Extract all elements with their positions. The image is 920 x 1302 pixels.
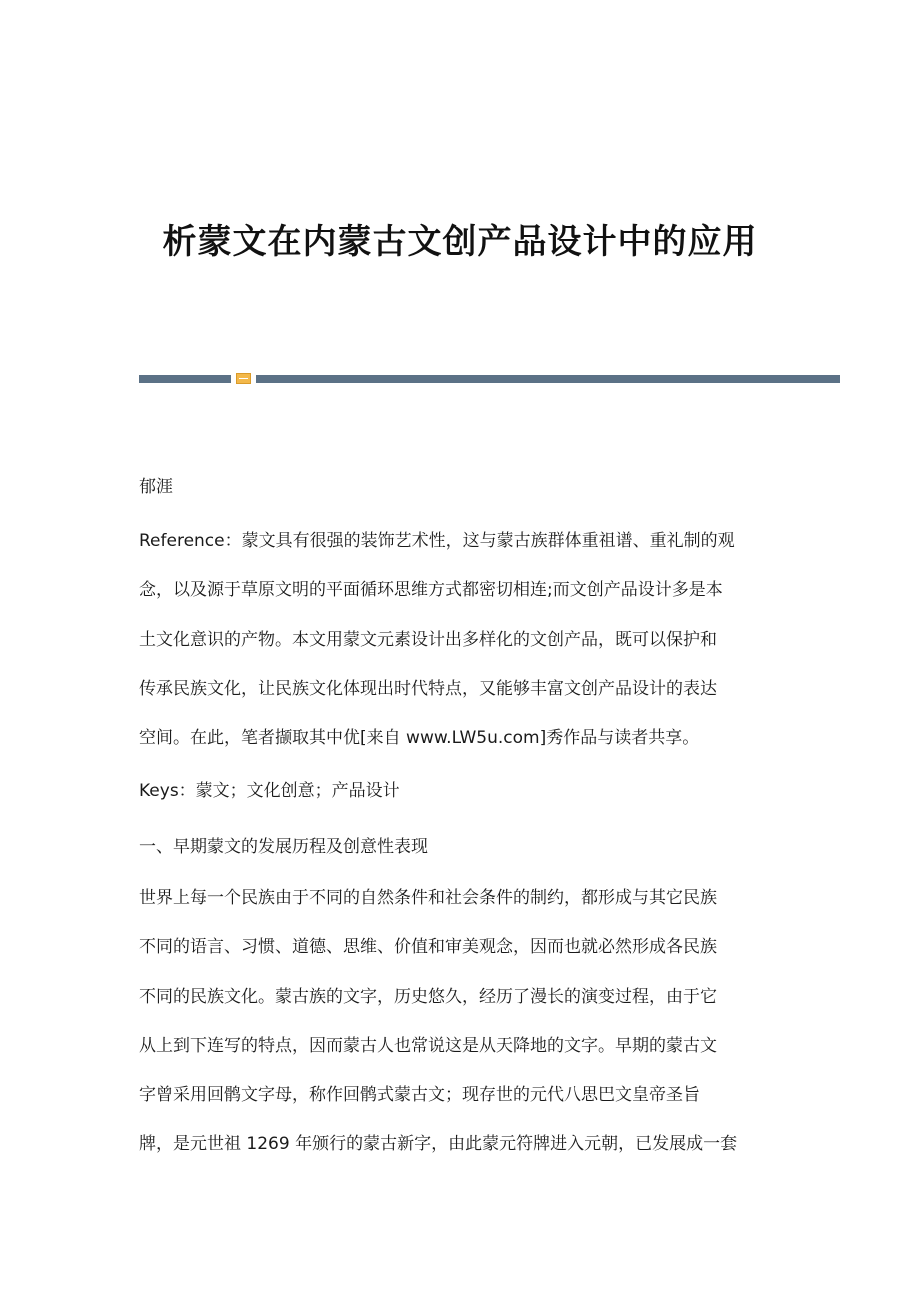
body-paragraph xyxy=(139,886,789,1182)
body-line: 不同的语言、习惯、道德、思维、价值和审美观念，因而也就必然形成各民族 xyxy=(139,937,717,958)
abstract-line: 土文化意识的产物。本文用蒙文元素设计出多样化的文创产品，既可以保护和 xyxy=(139,629,717,650)
abstract-line: 传承民族文化，让民族文化体现出时代特点，又能够丰富文创产品设计的表达 xyxy=(139,678,717,699)
body-line: 从上到下连写的特点，因而蒙古人也常说这是从天降地的文字。早期的蒙古文 xyxy=(139,1035,717,1056)
abstract-line: 空间。在此，笔者撷取其中优[来自 www.LW5u.com]秀作品与读者共享。 xyxy=(139,728,700,749)
section-heading: 一、早期蒙文的发展历程及创意性表现 xyxy=(139,837,428,857)
body-line: 世界上每一个民族由于不同的自然条件和社会条件的制约，都形成与其它民族 xyxy=(139,888,717,908)
abstract-line: Reference：蒙文具有很强的装饰艺术性，这与蒙古族群体重祖谱、重礼制的观 xyxy=(139,531,735,551)
document-title: 析蒙文在内蒙古文创产品设计中的应用 xyxy=(162,222,758,262)
abstract-line: 念，以及源于草原文明的平面循环思维方式都密切相连;而文创产品设计多是本 xyxy=(139,580,723,601)
body-line: 不同的民族文化。蒙古族的文字，历史悠久，经历了漫长的演变过程，由于它 xyxy=(139,986,717,1007)
body-line: 字曾采用回鹘文字母，称作回鹘式蒙古文；现存世的元代八思巴文皇帝圣旨 xyxy=(139,1085,700,1106)
divider-ornament-icon xyxy=(236,373,251,384)
abstract-paragraph xyxy=(139,529,789,775)
title-divider-left xyxy=(139,375,231,383)
body-line: 牌，是元世祖 1269 年颁行的蒙古新字，由此蒙元符牌进入元朝，已发展成一套 xyxy=(139,1134,738,1155)
title-divider-right xyxy=(256,375,840,383)
keywords: Keys：蒙文；文化创意；产品设计 xyxy=(139,781,400,801)
author-name: 郁涯 xyxy=(139,477,173,497)
